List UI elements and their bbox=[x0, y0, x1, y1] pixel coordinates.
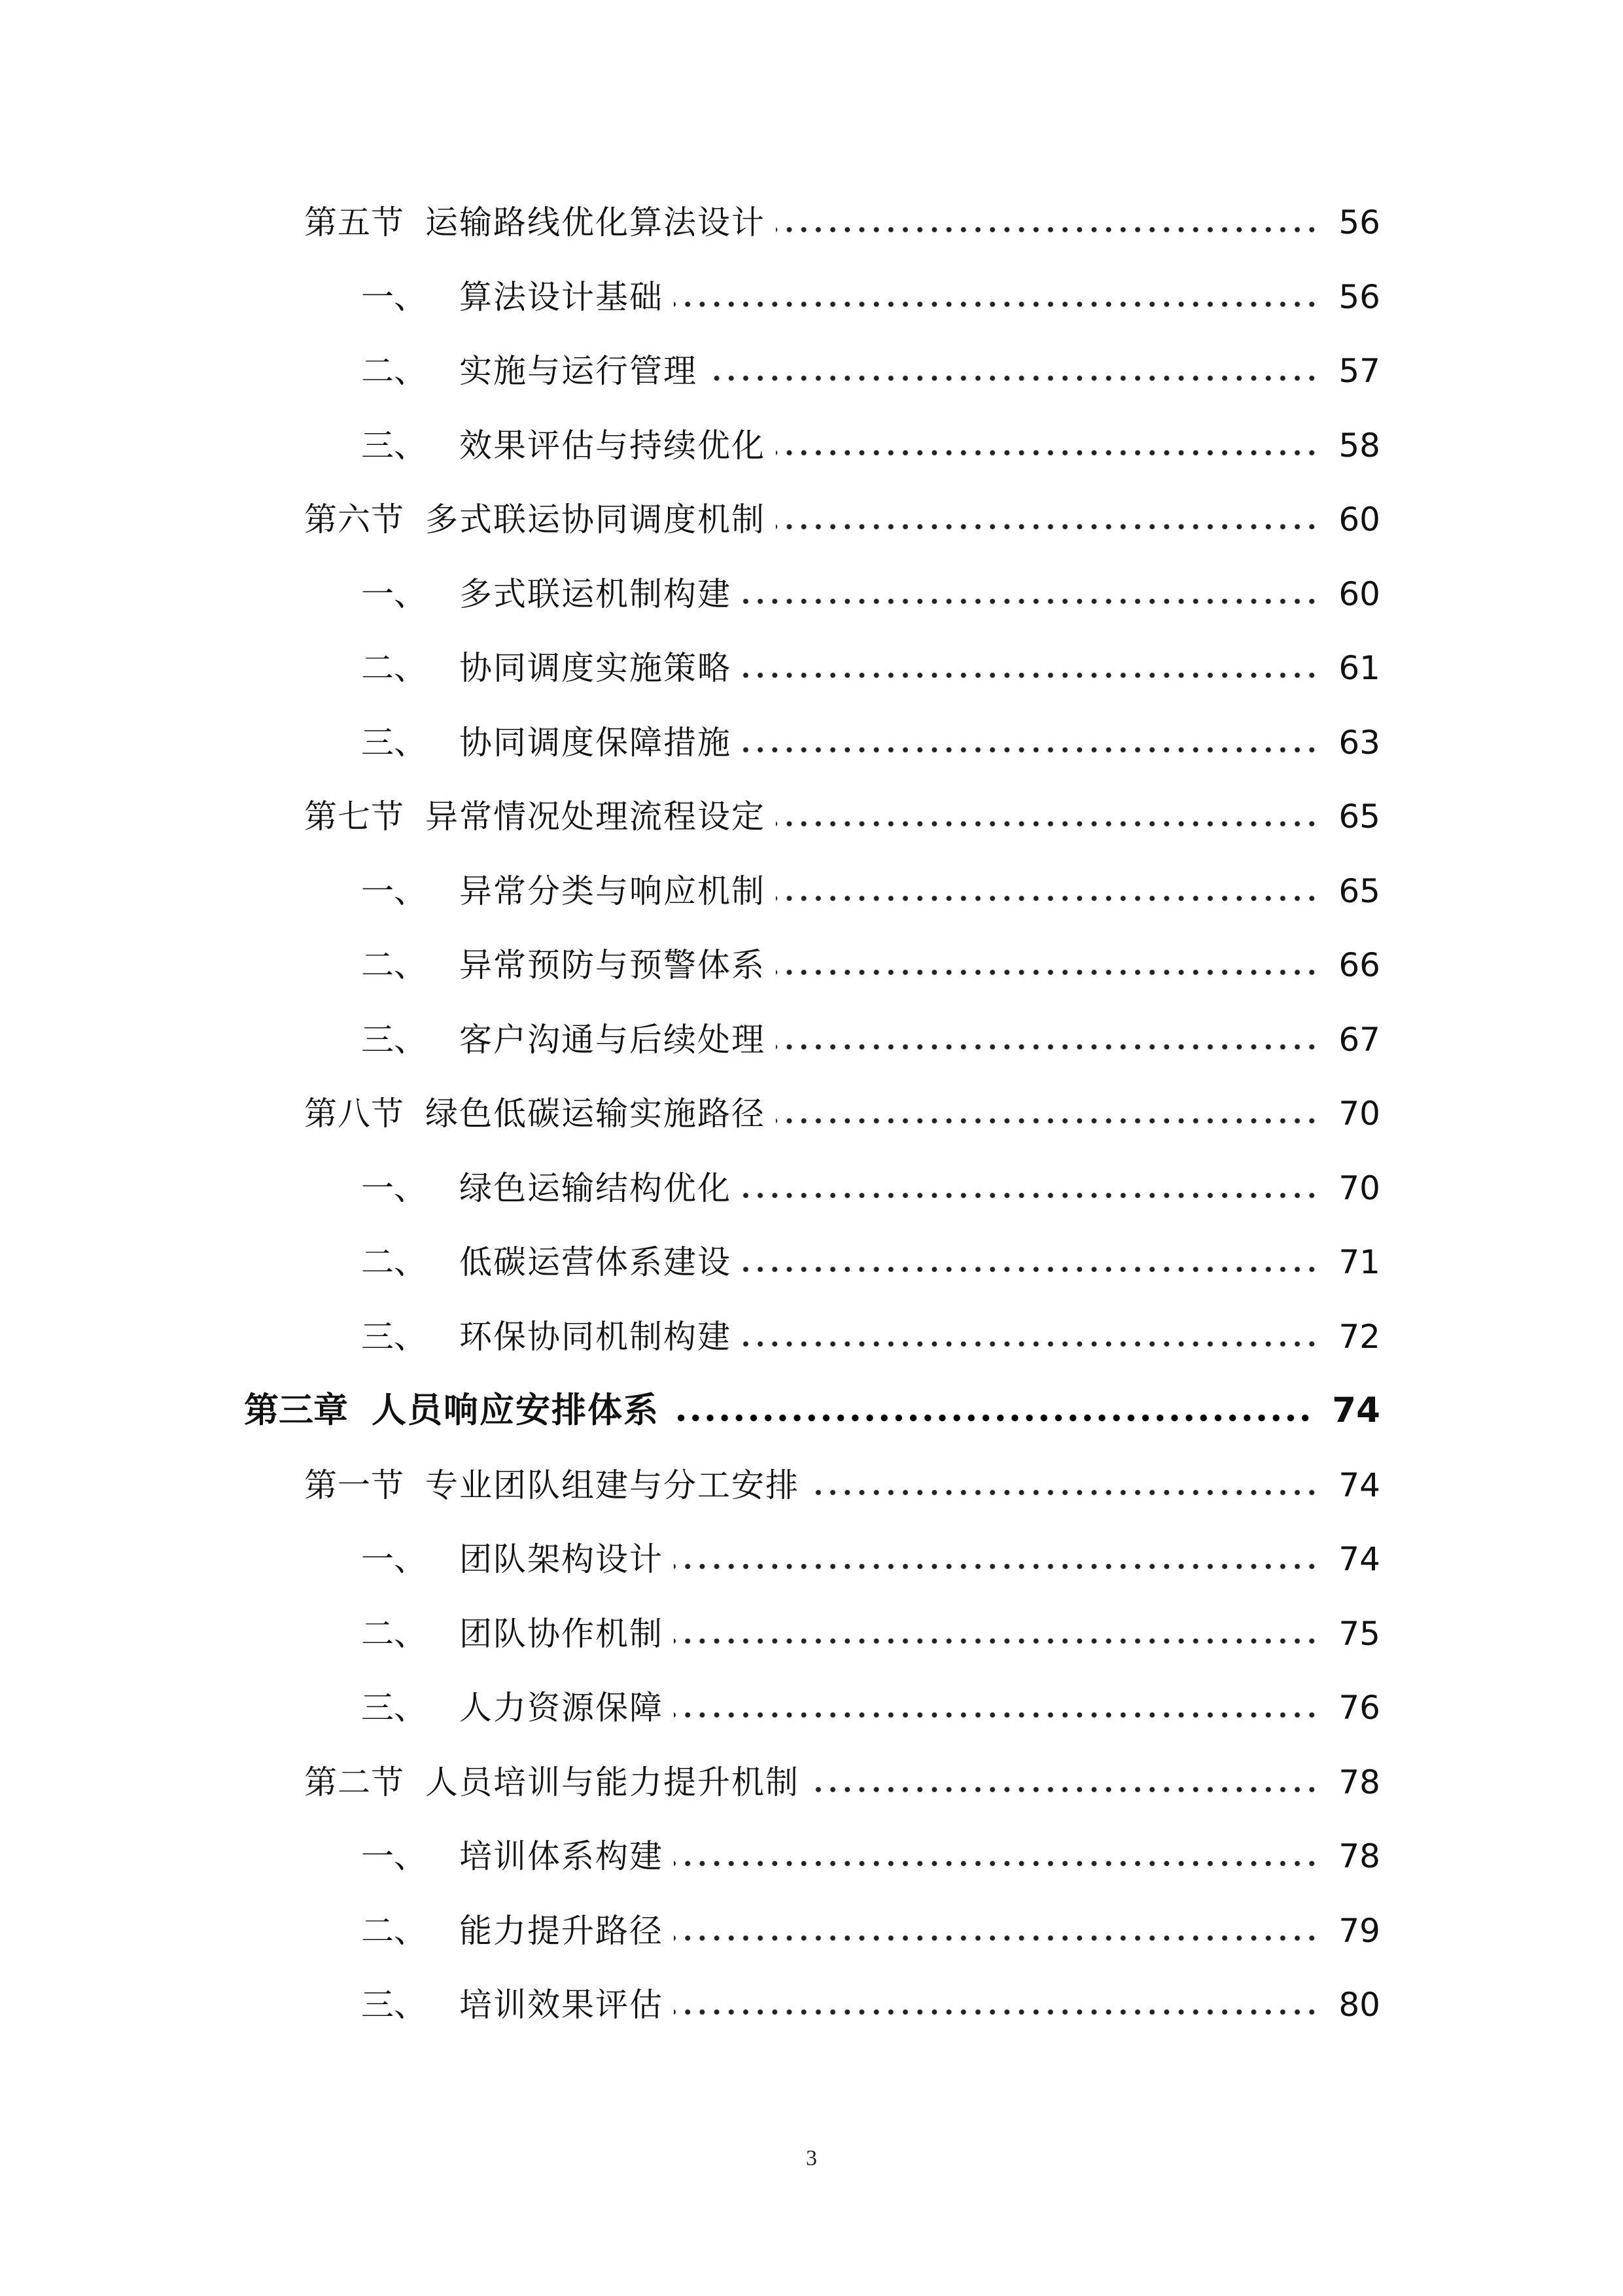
toc-entry-item[interactable] bbox=[361, 270, 1380, 325]
toc-entry-page-number: 72 bbox=[1338, 1318, 1380, 1356]
toc-entry-number: 第二节 bbox=[304, 1763, 404, 1801]
toc-entry-page-number: 65 bbox=[1338, 872, 1380, 910]
toc-entry-item[interactable] bbox=[361, 715, 1380, 770]
toc-entry-number: 三、 bbox=[361, 1021, 427, 1059]
dot-leader bbox=[742, 1192, 1319, 1199]
toc-entry-page-number: 74 bbox=[1338, 1540, 1380, 1578]
toc-entry-number: 第六节 bbox=[304, 501, 404, 539]
dot-leader bbox=[810, 1489, 1319, 1496]
dot-leader bbox=[674, 2008, 1319, 2016]
toc-entry-number: 二、 bbox=[361, 352, 427, 390]
toc-entry-page-number: 78 bbox=[1338, 1763, 1380, 1801]
toc-entry-title: 培训效果评估 bbox=[459, 1986, 663, 2024]
toc-entry-page-number: 66 bbox=[1338, 946, 1380, 984]
toc-entry-section[interactable] bbox=[304, 492, 1380, 547]
toc-entry-number: 一、 bbox=[361, 575, 427, 613]
toc-entry-number: 三、 bbox=[361, 1318, 427, 1356]
toc-entry-page-number: 79 bbox=[1338, 1912, 1380, 1950]
toc-entry-title: 实施与运行管理 bbox=[459, 352, 697, 390]
toc-entry-page-number: 74 bbox=[1338, 1466, 1380, 1504]
toc-entry-title: 异常情况处理流程设定 bbox=[425, 798, 765, 836]
toc-entry-title: 能力提升路径 bbox=[459, 1912, 663, 1950]
toc-entry-title: 效果评估与持续优化 bbox=[459, 427, 765, 465]
toc-entry-number: 第五节 bbox=[304, 203, 404, 241]
toc-entry-page-number: 80 bbox=[1338, 1986, 1380, 2024]
dot-leader bbox=[670, 1414, 1312, 1422]
toc-entry-number: 二、 bbox=[361, 1912, 427, 1950]
toc-entry-number: 二、 bbox=[361, 649, 427, 687]
toc-entry-title: 绿色低碳运输实施路径 bbox=[425, 1095, 765, 1133]
toc-entry-chapter[interactable] bbox=[244, 1383, 1380, 1438]
dot-leader bbox=[674, 300, 1319, 308]
dot-leader bbox=[742, 1340, 1319, 1348]
toc-entry-title: 异常预防与预警体系 bbox=[459, 946, 765, 984]
toc-entry-item[interactable] bbox=[361, 567, 1380, 622]
dot-leader bbox=[776, 1043, 1319, 1051]
dot-leader bbox=[776, 1117, 1319, 1125]
toc-entry-page-number: 63 bbox=[1338, 724, 1380, 762]
toc-entry-title: 绿色运输结构优化 bbox=[459, 1169, 731, 1207]
toc-entry-title: 专业团队组建与分工安排 bbox=[425, 1466, 799, 1504]
dot-leader bbox=[674, 1711, 1319, 1719]
toc-entry-title: 培训体系构建 bbox=[459, 1837, 663, 1875]
toc-entry-section[interactable] bbox=[304, 789, 1380, 844]
dot-leader bbox=[674, 1860, 1319, 1867]
toc-entry-number: 三、 bbox=[361, 427, 427, 465]
dot-leader bbox=[742, 1265, 1319, 1273]
dot-leader bbox=[776, 968, 1319, 976]
toc-entry-title: 运输路线优化算法设计 bbox=[425, 203, 765, 241]
toc-entry-page-number: 57 bbox=[1338, 352, 1380, 390]
toc-entry-page-number: 67 bbox=[1338, 1021, 1380, 1059]
toc-entry-item[interactable] bbox=[361, 1977, 1380, 2032]
dot-leader bbox=[776, 226, 1319, 234]
toc-entry-item[interactable] bbox=[361, 1161, 1380, 1216]
dot-leader bbox=[742, 597, 1319, 605]
dot-leader bbox=[776, 820, 1319, 828]
toc-entry-page-number: 60 bbox=[1338, 501, 1380, 539]
toc-entry-page-number: 70 bbox=[1338, 1095, 1380, 1133]
toc-entry-title: 环保协同机制构建 bbox=[459, 1318, 731, 1356]
toc-entry-item[interactable] bbox=[361, 1829, 1380, 1884]
toc-entry-number: 二、 bbox=[361, 946, 427, 984]
toc-entry-item[interactable] bbox=[361, 641, 1380, 696]
toc-entry-number: 三、 bbox=[361, 724, 427, 762]
toc-entry-section[interactable] bbox=[304, 1755, 1380, 1810]
dot-leader bbox=[742, 746, 1319, 754]
dot-leader bbox=[674, 1637, 1319, 1645]
toc-entry-title: 多式联运协同调度机制 bbox=[425, 501, 765, 539]
toc-entry-title: 协同调度实施策略 bbox=[459, 649, 731, 687]
dot-leader bbox=[708, 374, 1319, 382]
toc-entry-title: 人员培训与能力提升机制 bbox=[425, 1763, 799, 1801]
dot-leader bbox=[674, 1563, 1319, 1570]
dot-leader bbox=[810, 1786, 1319, 1793]
toc-entry-number: 二、 bbox=[361, 1615, 427, 1653]
toc-entry-section[interactable] bbox=[304, 1086, 1380, 1141]
toc-entry-item[interactable] bbox=[361, 418, 1380, 473]
toc-entry-title: 人力资源保障 bbox=[459, 1689, 663, 1727]
toc-entry-page-number: 65 bbox=[1338, 798, 1380, 836]
toc-entry-section[interactable] bbox=[304, 195, 1380, 250]
toc-entry-page-number: 78 bbox=[1338, 1837, 1380, 1875]
toc-entry-title: 客户沟通与后续处理 bbox=[459, 1021, 765, 1059]
toc-entry-number: 一、 bbox=[361, 872, 427, 910]
toc-entry-item[interactable] bbox=[361, 344, 1380, 398]
toc-entry-item[interactable] bbox=[361, 1012, 1380, 1067]
toc-entry-page-number: 74 bbox=[1332, 1390, 1380, 1430]
toc-entry-item[interactable] bbox=[361, 1235, 1380, 1290]
toc-entry-page-number: 56 bbox=[1338, 203, 1380, 241]
toc-entry-title: 异常分类与响应机制 bbox=[459, 872, 765, 910]
toc-entry-number: 一、 bbox=[361, 1169, 427, 1207]
dot-leader bbox=[742, 671, 1319, 679]
toc-entry-title: 团队协作机制 bbox=[459, 1615, 663, 1653]
toc-entry-page-number: 71 bbox=[1338, 1243, 1380, 1281]
dot-leader bbox=[776, 523, 1319, 531]
toc-entry-section[interactable] bbox=[304, 1458, 1380, 1513]
toc-entry-item[interactable] bbox=[361, 1680, 1380, 1735]
toc-entry-page-number: 58 bbox=[1338, 427, 1380, 465]
toc-entry-title: 算法设计基础 bbox=[459, 278, 663, 316]
toc-entry-title: 多式联运机制构建 bbox=[459, 575, 731, 613]
toc-entry-title: 协同调度保障措施 bbox=[459, 724, 731, 762]
toc-entry-page-number: 76 bbox=[1338, 1689, 1380, 1727]
page-number: 3 bbox=[806, 2146, 817, 2170]
toc-entry-title: 低碳运营体系建设 bbox=[459, 1243, 731, 1281]
toc-entry-number: 三、 bbox=[361, 1689, 427, 1727]
toc-entry-number: 二、 bbox=[361, 1243, 427, 1281]
toc-entry-number: 一、 bbox=[361, 278, 427, 316]
toc-entry-item[interactable] bbox=[361, 1903, 1380, 1958]
toc-entry-item[interactable] bbox=[361, 1606, 1380, 1661]
toc-entry-number: 第八节 bbox=[304, 1095, 404, 1133]
toc-entry-number: 一、 bbox=[361, 1837, 427, 1875]
dot-leader bbox=[674, 1934, 1319, 1942]
toc-entry-number: 第七节 bbox=[304, 798, 404, 836]
dot-leader bbox=[776, 894, 1319, 902]
toc-entry-item[interactable] bbox=[361, 938, 1380, 993]
toc-entry-number: 一、 bbox=[361, 1540, 427, 1578]
toc-entry-title: 人员响应安排体系 bbox=[372, 1390, 659, 1430]
dot-leader bbox=[776, 449, 1319, 457]
toc-entry-title: 团队架构设计 bbox=[459, 1540, 663, 1578]
toc-entry-item[interactable] bbox=[361, 1309, 1380, 1364]
toc-entry-page-number: 70 bbox=[1338, 1169, 1380, 1207]
toc-entry-item[interactable] bbox=[361, 864, 1380, 919]
toc-entry-page-number: 60 bbox=[1338, 575, 1380, 613]
toc-entry-number: 第一节 bbox=[304, 1466, 404, 1504]
toc-entry-page-number: 61 bbox=[1338, 649, 1380, 687]
toc-entry-page-number: 75 bbox=[1338, 1615, 1380, 1653]
toc-entry-number: 三、 bbox=[361, 1986, 427, 2024]
toc-entry-item[interactable] bbox=[361, 1532, 1380, 1587]
toc-entry-page-number: 56 bbox=[1338, 278, 1380, 316]
toc-entry-number: 第三章 bbox=[244, 1390, 348, 1430]
